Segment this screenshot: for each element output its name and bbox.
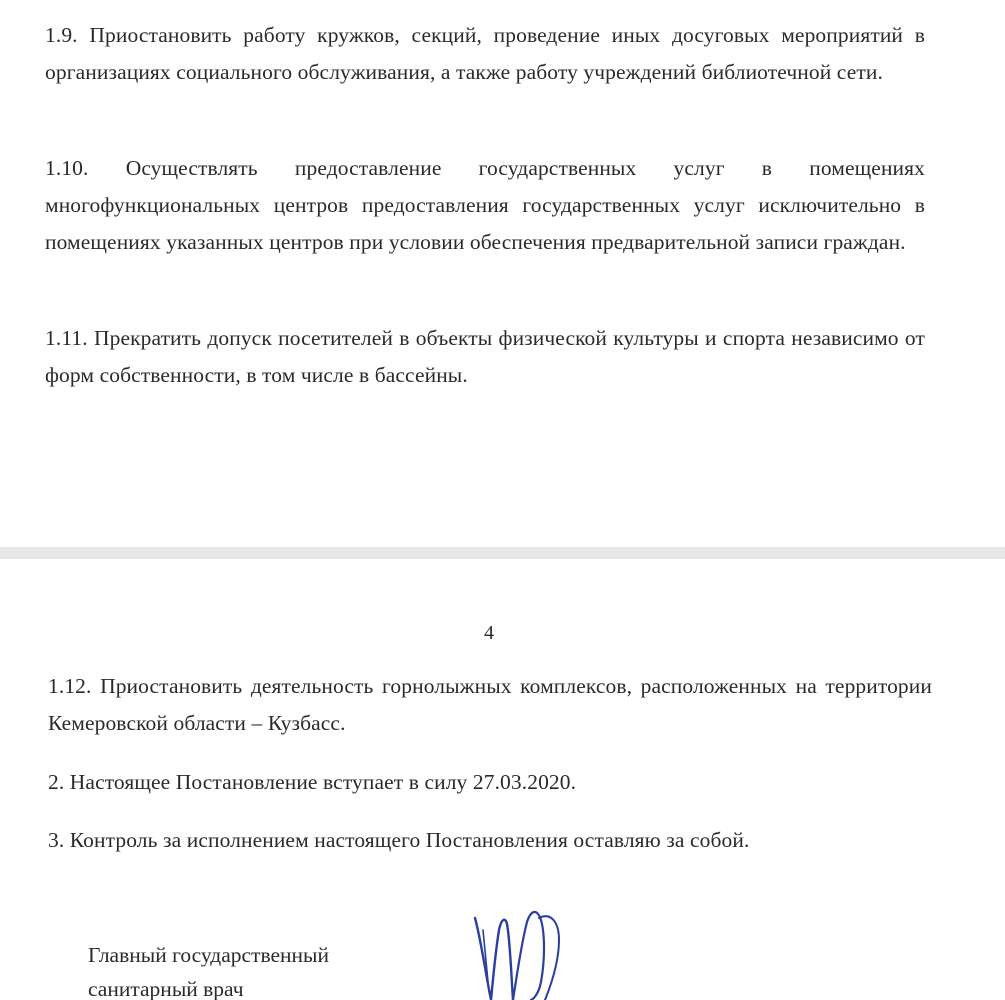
signer-title-line-1: Главный государственный	[88, 943, 329, 967]
paragraph-3: 3. Контроль за исполнением настоящего Постановления оставляю за собой.	[48, 828, 750, 852]
handwritten-signature	[455, 900, 585, 1000]
paragraph-2: 2. Настоящее Постановление вступает в силу 27.03.2020.	[48, 770, 577, 794]
page-number: 4	[484, 622, 494, 644]
paragraph-1-10: 1.10. Осуществлять предоставление государственных услуг в помещениях многофункциональных центров предоставления государственных услуг исключительно в помещениях указанных центров при условии обеспечения предварительной записи граждан.	[45, 156, 925, 254]
signer-title	[88, 938, 448, 1000]
paragraph-1-9: 1.9. Приостановить работу кружков, секций, проведение иных досуговых мероприятий в организациях социального обслуживания, а также работу учреждений библиотечной сети.	[45, 23, 925, 84]
page-separator	[0, 547, 1005, 559]
signer-title-line-2: санитарный врач	[88, 977, 244, 1000]
paragraph-1-11: 1.11. Прекратить допуск посетителей в объекты физической культуры и спорта независимо от форм собственности, в том числе в бассейны.	[45, 326, 925, 387]
paragraph-1-12: 1.12. Приостановить деятельность горнолыжных комплексов, расположенных на территории Кемеровской области – Кузбасс.	[48, 674, 932, 735]
